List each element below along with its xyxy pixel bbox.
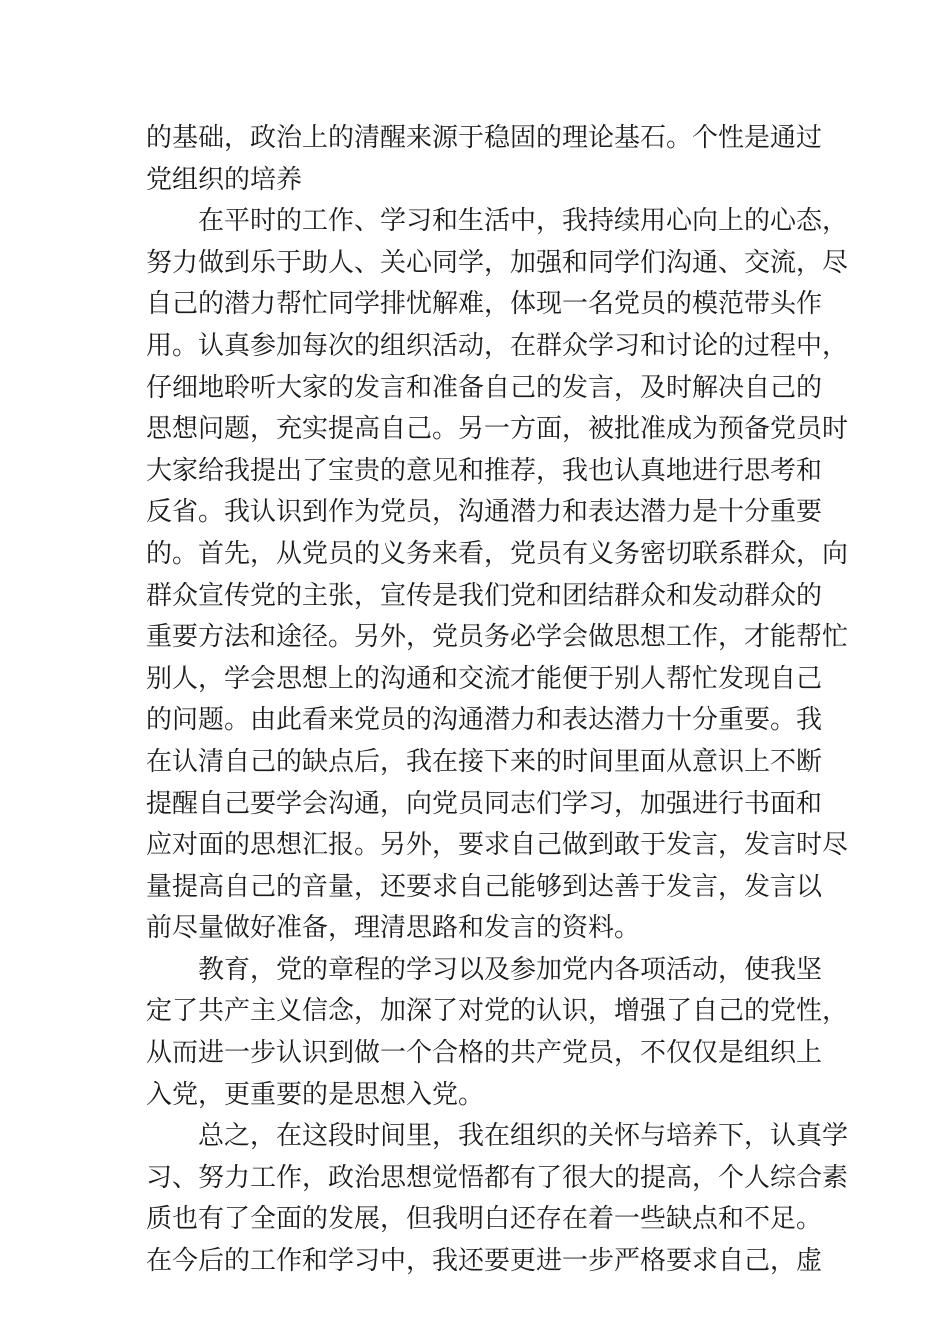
text-line: 反省。我认识到作为党员，沟通潜力和表达潜力是十分重要 [146,497,823,528]
text-line: 努力做到乐于助人、关心同学，加强和同学们沟通、交流，尽 [146,247,849,278]
text-line: 自己的潜力帮忙同学排忧解难，体现一名党员的模范带头作 [146,289,823,320]
text-line: 党组织的培养 [146,164,303,195]
text-line: 定了共产主义信念，加深了对党的认识，增强了自己的党性， [146,996,849,1027]
text-line: 在平时的工作、学习和生活中，我持续用心向上的心态， [198,206,849,237]
text-line: 的基础，政治上的清醒来源于稳固的理论基石。个性是通过 [146,123,823,153]
text-line: 在今后的工作和学习中，我还要更进一步严格要求自己，虚 [146,1246,823,1277]
text-line: 用。认真参加每次的组织活动，在群众学习和讨论的过程中， [146,330,849,361]
text-line: 入党，更重要的是思想入党。 [146,1079,485,1110]
text-line: 的。首先，从党员的义务来看，党员有义务密切联系群众，向 [146,538,849,569]
text-line: 重要方法和途径。另外，党员务必学会做思想工作，才能帮忙 [146,622,849,653]
document-body [146,118,849,1283]
text-line: 大家给我提出了宝贵的意见和推荐，我也认真地进行思考和 [146,455,823,486]
text-line: 思想问题，充实提高自己。另一方面，被批准成为预备党员时 [146,414,849,445]
text-line: 从而进一步认识到做一个合格的共产党员，不仅仅是组织上 [146,1038,823,1069]
text-line: 的问题。由此看来党员的沟通潜力和表达潜力十分重要。我 [146,705,823,736]
text-line: 习、努力工作，政治思想觉悟都有了很大的提高，个人综合素 [146,1162,849,1193]
text-line: 教育，党的章程的学习以及参加党内各项活动，使我坚 [198,954,823,985]
text-line: 应对面的思想汇报。另外，要求自己做到敢于发言，发言时尽 [146,830,849,861]
text-line: 提醒自己要学会沟通，向党员同志们学习，加强进行书面和 [146,788,823,819]
text-line: 群众宣传党的主张，宣传是我们党和团结群众和发动群众的 [146,580,823,611]
text-line: 在认清自己的缺点后，我在接下来的时间里面从意识上不断 [146,746,823,777]
text-line: 总之，在这段时间里，我在组织的关怀与培养下，认真学 [198,1121,849,1152]
text-line: 仔细地聆听大家的发言和准备自己的发言，及时解决自己的 [146,372,823,403]
text-line: 质也有了全面的发展，但我明白还存在着一些缺点和不足。 [146,1204,823,1235]
text-line: 量提高自己的音量，还要求自己能够到达善于发言，发言以 [146,871,823,902]
text-line: 前尽量做好准备，理清思路和发言的资料。 [146,913,641,944]
text-line: 别人，学会思想上的沟通和交流才能便于别人帮忙发现自己 [146,663,823,694]
